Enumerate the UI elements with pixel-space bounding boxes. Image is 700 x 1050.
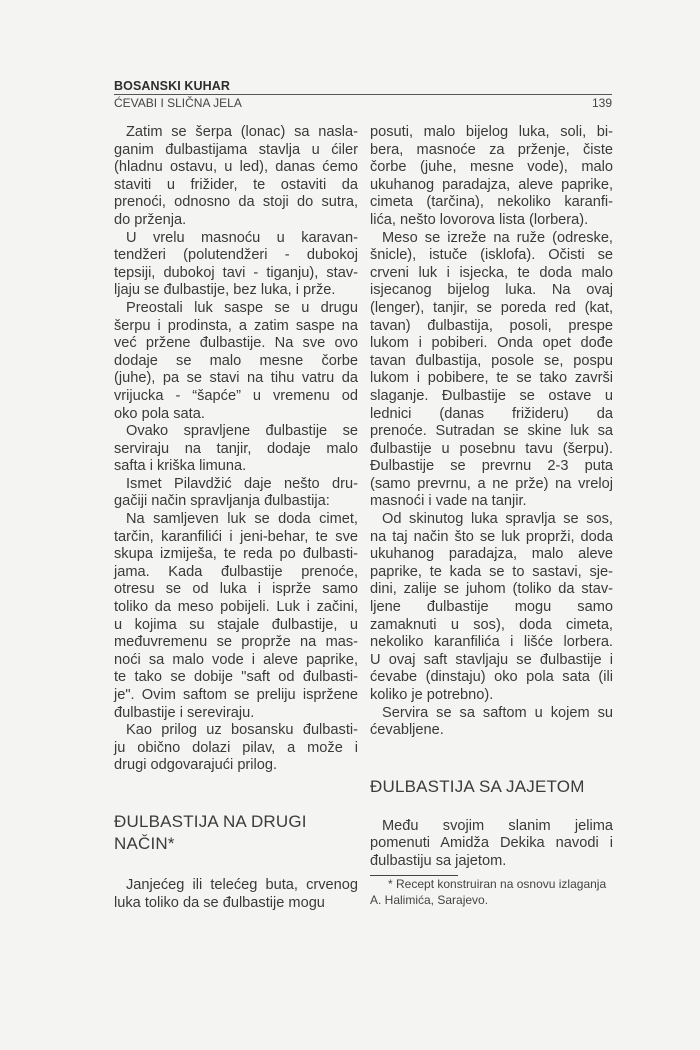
chapter-row <box>114 96 612 110</box>
text-line: drugi odgovarajući prilog. <box>114 757 278 774</box>
text-line: ju obično dolazi pilav, a može i <box>114 739 358 756</box>
text-line: čorbe (juhe, mesne vode), malo <box>370 159 613 176</box>
text-line: Janjećeg ili telećeg buta, crvenog <box>126 876 358 893</box>
text-line: lukom i pobiberi. Onda opet dođe <box>370 335 613 352</box>
text-line: đulbastije i sereviraju. <box>114 704 255 721</box>
text-line: Ovako spravljene đulbastije se <box>126 423 358 440</box>
text-line: već pržene đulbastije. Na sve ovo <box>114 335 358 352</box>
spacer <box>370 740 613 776</box>
text-line: je". Ovim saftom se preliju isprženе <box>114 687 358 703</box>
text-line: gačiji način spravljanja đulbastija: <box>114 493 330 510</box>
text-line: posuti, malo bijelog luka, soli, bi- <box>370 124 613 140</box>
text-line: nekoliko karanfilića i lišće lorbera. <box>370 634 613 651</box>
text-line: otresu se od luka i isprže samo <box>114 581 358 598</box>
spacer <box>370 798 613 818</box>
text-line: paprike, te kada se to sastavi, sje- <box>370 563 613 580</box>
text-line: tavan đulbastija, posole se, pospu <box>370 352 613 369</box>
text-line: U ovaj saft stavljaju se đulbastije i <box>370 651 613 668</box>
spacer <box>114 775 358 811</box>
section-heading: ĐULBASTIJA SA JAJETOM <box>370 776 585 796</box>
paragraph <box>114 722 358 775</box>
right-column <box>370 124 613 909</box>
text-line: lukom i pobibere, te se tako završi <box>370 370 613 387</box>
text-line: cimeta (tarčina), nekoliko karanfi- <box>370 194 613 211</box>
text-line: tarčin, karanfilići i jeni-behar, te sve <box>114 528 358 545</box>
text-line: ljaju se đulbastije, bez luka, i prže. <box>114 282 336 299</box>
text-line: luka toliko da se đulbastije mogu <box>114 894 325 911</box>
text-line: ukuhanog paradajza, malo aleve <box>370 546 613 563</box>
paragraph <box>114 511 358 722</box>
text-line: ćevabljene. <box>370 722 444 739</box>
text-line: pomenuti Amidža Dekika navodi i <box>370 835 613 852</box>
text-line: ćevabe (dinstaju) oko pola sata (ili <box>370 669 613 686</box>
paragraph <box>370 511 613 705</box>
text-line: noći sa malo vode i aleve paprike, <box>114 651 358 668</box>
text-line: zamaknuti u sos), doda cimeta, <box>370 616 613 633</box>
page-number: 139 <box>591 96 612 110</box>
text-line: lednici (danas frižideru) da <box>370 405 613 422</box>
text-line: (hladnu ostavu, u led), danas ćemo <box>114 159 358 176</box>
text-line: đulbastije u posebnu tavu (šerpu). <box>370 440 613 457</box>
text-line: đulbastiju sa jajetom. <box>370 852 507 869</box>
header-rule <box>114 94 612 95</box>
text-line: toliko da meso pobijeli. Luk i začini, <box>114 599 358 616</box>
text-line: Meso se izreže na ruže (odreske, <box>382 229 613 246</box>
text-line: prenoći, odnosno da stoji do sutra, <box>114 194 358 211</box>
text-line: Ismet Pilavdžić daje nešto dru- <box>126 475 358 492</box>
paragraph <box>370 705 613 740</box>
footnote: * Recept konstruiran na osnovu izlaganja <box>388 876 607 891</box>
text-line: crveni luk i isjecka, te doda malo <box>370 264 613 281</box>
text-line: (juhe), pa se stavi na tihu vatru da <box>114 370 358 387</box>
paragraph <box>114 300 358 423</box>
text-line: Zatim se šerpa (lonac) sa nasla- <box>126 124 358 140</box>
text-line: ukuhanog paradajza, aleve paprike, <box>370 176 613 193</box>
text-line: staviti u frižider, te ostaviti da <box>114 176 358 193</box>
text-line: (lenger), tanjir, se poreda red (kat, <box>370 299 613 316</box>
text-line: tavan) đulbastija, posoli, prespe <box>370 317 613 334</box>
text-line: šerpu i prodinsta, a zatim saspe na <box>114 317 358 334</box>
text-line: isjecanog bijelog luka. Na ovaj <box>370 282 613 299</box>
text-line: (samo prevrnu, a ne prže) na vreloj <box>370 475 613 492</box>
section-heading: ĐULBASTIJA NA DRUGI <box>114 811 307 831</box>
footnote: A. Halimića, Sarajevo. <box>370 893 489 908</box>
text-line: međuvremenu se propržе na mas- <box>114 634 358 651</box>
text-line: šnicle), istuče (isklofa). Očisti se <box>370 247 613 264</box>
text-line: tendžeri (polutendžeri - dubokoj <box>114 247 358 264</box>
text-line: Đulbastije se prevrnu 2-3 puta <box>370 458 613 475</box>
spacer <box>114 855 358 877</box>
paragraph <box>114 476 358 511</box>
paragraph <box>114 230 358 300</box>
paragraph <box>370 230 613 512</box>
text-line: Na samljeven luk se doda cimet, <box>126 511 358 528</box>
text-line: do prženja. <box>114 211 187 228</box>
text-line: dodaje se malo mesne čorbe <box>114 352 358 369</box>
text-line: prenoće. Sutradan se skine luk sa <box>370 423 613 440</box>
text-line: bera, masnoće za prženje, čiste <box>370 141 613 158</box>
left-column <box>114 124 358 912</box>
paragraph <box>370 124 613 230</box>
text-line: safta i kriška limuna. <box>114 458 247 475</box>
book-title: BOSANSKI KUHAR <box>114 79 230 93</box>
text-line: na taj način što se luk propržі, doda <box>370 528 613 545</box>
text-line: masnoći i vade na tanjir. <box>370 493 527 510</box>
text-line: Servira se sa saftom u kojem su <box>382 704 613 721</box>
text-line: serviraju na tanjir, dodaje malo <box>114 440 358 457</box>
text-line: jama. Kada đulbastije prenoće, <box>114 563 358 580</box>
text-line: lića, nešto lovorova lista (lorbera). <box>370 211 589 228</box>
text-line: koliko je potrebno). <box>370 687 494 703</box>
paragraph <box>370 818 613 871</box>
text-line: ljene đulbastije mogu samo <box>370 599 613 616</box>
text-line: Od skinutog luka spravlja se sos, <box>382 511 613 528</box>
text-line: oko pola sata. <box>114 405 205 422</box>
text-line: Preostali luk saspe se u drugu <box>126 299 358 316</box>
paragraph <box>114 877 358 912</box>
text-line: ganim đulbastijama stavlja u ćiler <box>114 141 358 158</box>
paragraph <box>114 423 358 476</box>
text-line: tepsiji, dubokoj tavi - tiganju), stav- <box>114 264 358 281</box>
text-line: U vrelu masnoću u karavan- <box>126 229 358 246</box>
text-line: dini, zalije se juhom (toliko da stav- <box>370 581 613 598</box>
text-line: vrijucka - “šapće” u vremenu od <box>114 387 358 404</box>
text-line: Među svojim slanim jelima <box>382 817 613 834</box>
text-line: u kojima su stajale đulbastije, u <box>114 616 358 633</box>
paragraph <box>114 124 358 230</box>
text-line: te tako se dobije "saft od đulbasti- <box>114 669 358 686</box>
text-line: slaganje. Đulbastije se ostave u <box>370 387 613 404</box>
section-heading: NAČIN* <box>114 833 175 853</box>
chapter-title: ĆEVABI I SLIČNA JELA <box>114 96 242 110</box>
text-line: skupa izmiješa, te reda po đulbasti- <box>114 546 358 563</box>
page-header <box>114 79 612 110</box>
text-line: Kao prilog uz bosansku đulbasti- <box>126 722 358 739</box>
